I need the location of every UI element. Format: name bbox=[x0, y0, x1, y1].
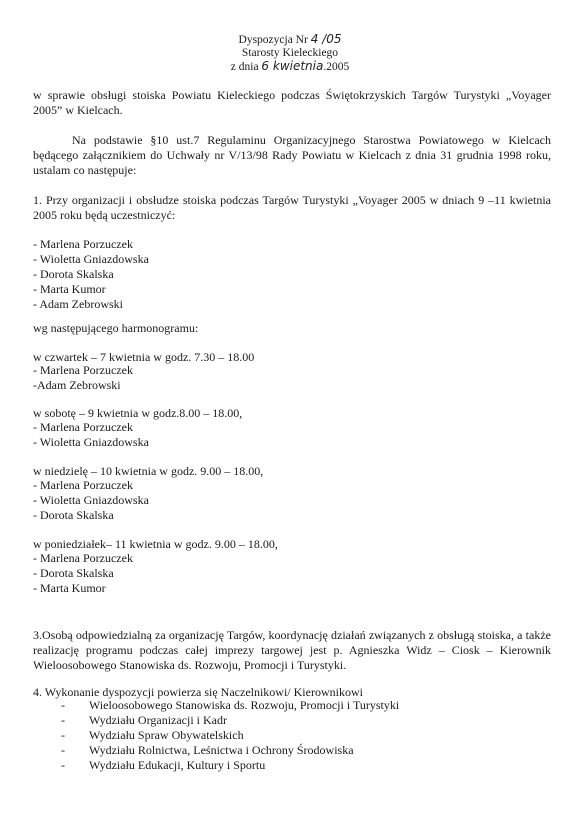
point-4-paragraph: 4. Wykonanie dyspozycji powierza się Naczelnikowi/ Kierownikowi bbox=[33, 685, 363, 699]
schedule-intro: wg następującego harmonogramu: bbox=[33, 321, 199, 335]
list-item: - Marlena Porzuczek bbox=[33, 551, 133, 565]
dash-marker: - bbox=[61, 743, 65, 757]
list-item: - Dorota Skalska bbox=[33, 566, 114, 580]
list-item-text: Wieloosobowego Stanowiska ds. Rozwoju, Promocji i Turystyki bbox=[89, 698, 400, 712]
list-item-text: Wydziału Edukacji, Kultury i Sportu bbox=[89, 758, 266, 772]
date-year: .2005 bbox=[323, 61, 350, 73]
handwritten-number: 4 /05 bbox=[310, 32, 342, 46]
list-item bbox=[61, 758, 579, 773]
schedule-day-2-people bbox=[33, 420, 551, 450]
list-item: - Wioletta Gniazdowska bbox=[33, 435, 149, 449]
schedule-day-2: w sobotę – 9 kwietnia w godz.8.00 – 18.00, bbox=[33, 406, 243, 420]
intro-text: Na podstawie §10 ust.7 Regulaminu Organizacyjnego Starostwa Powiatowego w Kielcach będącego załącznikiem do Uchwały nr V/13/98 Rady Powiatu w Kielcach z dnia 31 grudnia 1998 roku, ustalam co następuje: bbox=[33, 133, 551, 177]
list-item-text: Wydziału Organizacji i Kadr bbox=[89, 713, 227, 727]
list-item bbox=[61, 743, 579, 758]
list-item: - Marlena Porzuczek bbox=[33, 363, 133, 377]
list-item: - Adam Zebrowski bbox=[33, 297, 123, 311]
point-1-paragraph: 1. Przy organizacji i obsłudze stoiska podczas Targów Turystyki „Voyager 2005 w dniach 9 –11 kwietnia 2005 roku będą uczestniczyć: bbox=[33, 193, 551, 222]
list-item bbox=[61, 728, 579, 743]
list-item: - Dorota Skalska bbox=[33, 508, 114, 522]
list-item: - Marta Kumor bbox=[33, 282, 106, 296]
list-item: - Marlena Porzuczek bbox=[33, 237, 133, 251]
schedule-day-1: w czwartek – 7 kwietnia w godz. 7.30 – 18.00 bbox=[33, 350, 255, 364]
list-item-text: Wydziału Spraw Obywatelskich bbox=[89, 728, 244, 742]
list-item bbox=[61, 713, 579, 728]
schedule-day-1-people bbox=[33, 363, 551, 393]
list-item bbox=[61, 698, 579, 713]
point-3-paragraph: 3.Osobą odpowiedzialną za organizację Targów, koordynację działań związanych z obsługą stoiska, a także realizację programu podczas całej imprezy targowej jest p. Agnieszka Widz – Ciosk – Kierownik Wieloosobowego Stanowiska ds. Rozwoju, Promocji i Turystyki. bbox=[33, 628, 551, 672]
date-line bbox=[205, 60, 375, 74]
dash-marker: - bbox=[61, 713, 65, 727]
schedule-day-4-people bbox=[33, 551, 551, 596]
list-item: -Adam Zebrowski bbox=[33, 378, 121, 392]
date-prefix: z dnia bbox=[230, 61, 259, 73]
point-1-people-list bbox=[33, 237, 551, 312]
handwritten-date: 6 kwietnia bbox=[261, 59, 324, 73]
intro-paragraph bbox=[33, 133, 551, 178]
list-item: - Wioletta Gniazdowska bbox=[33, 493, 149, 507]
schedule-day-3-people bbox=[33, 478, 551, 523]
disposition-number-line bbox=[205, 33, 375, 47]
subject-paragraph: w sprawie obsługi stoiska Powiatu Kieleckiego podczas Świętokrzyskich Targów Turystyki „Voyager 2005” w Kielcach. bbox=[33, 88, 551, 117]
issuer-line: Starosty Kieleckiego bbox=[241, 47, 339, 59]
disposition-label: Dyspozycja Nr bbox=[238, 34, 308, 46]
list-item: - Marlena Porzuczek bbox=[33, 478, 133, 492]
document-header bbox=[205, 33, 375, 74]
point-4-units-list bbox=[33, 698, 579, 773]
dash-marker: - bbox=[61, 728, 65, 742]
list-item: - Marta Kumor bbox=[33, 581, 106, 595]
schedule-day-4: w poniedziałek– 11 kwietnia w godz. 9.00 – 18.00, bbox=[33, 537, 278, 551]
list-item-text: Wydziału Rolnictwa, Leśnictwa i Ochrony Środowiska bbox=[89, 743, 354, 757]
dash-marker: - bbox=[61, 758, 65, 772]
list-item: - Marlena Porzuczek bbox=[33, 420, 133, 434]
list-item: - Wioletta Gniazdowska bbox=[33, 252, 149, 266]
dash-marker: - bbox=[61, 698, 65, 712]
list-item: - Dorota Skalska bbox=[33, 267, 114, 281]
schedule-day-3: w niedzielę – 10 kwietnia w godz. 9.00 – 18.00, bbox=[33, 464, 264, 478]
